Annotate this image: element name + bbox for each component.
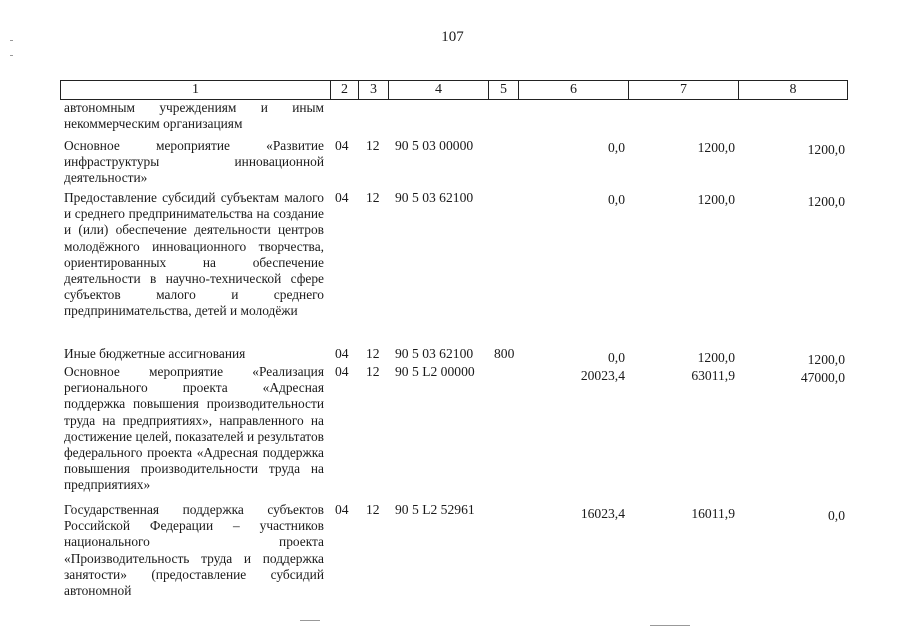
- scan-artifact: [300, 620, 320, 621]
- row-expense-type: 800: [494, 346, 515, 361]
- row-description: автономным учреждениям и иным некоммерческим организациям: [64, 100, 324, 132]
- row-description: Основное мероприятие «Реализация регионального проекта «Адресная поддержка повышения производительности труда на предприятиях», направленного на достижение целей, показателей и результатов федерального проекта «Адресная поддержка повышения производительности труда на предприятиях»: [64, 364, 324, 493]
- row-description: Основное мероприятие «Развитие инфраструктуры инновационной деятельности»: [64, 138, 324, 186]
- row-amount-col7: 1200,0: [697, 192, 735, 207]
- row-target-code: 90 5 03 62100: [395, 346, 474, 361]
- row-subsection: 12: [366, 502, 380, 517]
- header-col-2: 2: [331, 81, 359, 99]
- row-amount-col6: 20023,4: [580, 368, 625, 383]
- header-col-6: 6: [519, 81, 629, 99]
- row-amount-col6: 16023,4: [580, 506, 625, 521]
- row-amount-col8: 1200,0: [807, 142, 845, 157]
- table-header: [60, 80, 848, 100]
- page-number: 107: [441, 29, 464, 45]
- row-subsection: 12: [366, 364, 380, 379]
- scan-artifact: [10, 55, 13, 56]
- header-col-3: 3: [359, 81, 389, 99]
- row-section: 04: [335, 502, 349, 517]
- header-col-7: 7: [629, 81, 739, 99]
- row-amount-col7: 16011,9: [691, 506, 735, 521]
- row-description: Предоставление субсидий субъектам малого и среднего предпринимательства на создание и (или) обеспечение деятельности центров молодёжного инновационного творчества, ориентированных на обеспечение деятельности в научно-технической сфере субъектов малого и среднего предпринимательства, детей и молодёжи: [64, 190, 324, 319]
- row-amount-col8: 0,0: [828, 508, 845, 523]
- row-section: 04: [335, 190, 349, 205]
- row-amount-col8: 47000,0: [800, 370, 845, 385]
- row-description: Государственная поддержка субъектов Российской Федерации – участников национального проекта «Производительность труда и поддержка занятости» (предоставление субсидий автономной: [64, 502, 324, 599]
- scan-artifact: [10, 40, 13, 41]
- row-target-code: 90 5 L2 52961: [395, 502, 475, 517]
- header-col-8: 8: [789, 82, 797, 97]
- row-section: 04: [335, 138, 349, 153]
- row-amount-col7: 1200,0: [697, 140, 735, 155]
- row-amount-col7: 1200,0: [697, 350, 735, 365]
- header-col-5: 5: [489, 81, 519, 99]
- row-amount-col6: 0,0: [608, 350, 625, 365]
- row-section: 04: [335, 346, 349, 361]
- header-col-4: 4: [389, 81, 489, 99]
- row-target-code: 90 5 03 00000: [395, 138, 474, 153]
- row-amount-col6: 0,0: [608, 192, 625, 207]
- row-section: 04: [335, 364, 349, 379]
- scan-artifact: [650, 625, 690, 626]
- row-subsection: 12: [366, 190, 380, 205]
- row-amount-col7: 63011,9: [691, 368, 735, 383]
- row-target-code: 90 5 L2 00000: [395, 364, 475, 379]
- row-target-code: 90 5 03 62100: [395, 190, 474, 205]
- row-amount-col8: 1200,0: [807, 194, 845, 209]
- header-col-1: 1: [61, 81, 331, 99]
- row-description: Иные бюджетные ассигнования: [64, 346, 246, 361]
- row-amount-col8: 1200,0: [807, 352, 845, 367]
- row-amount-col6: 0,0: [608, 140, 625, 155]
- row-subsection: 12: [366, 346, 380, 361]
- row-subsection: 12: [366, 138, 380, 153]
